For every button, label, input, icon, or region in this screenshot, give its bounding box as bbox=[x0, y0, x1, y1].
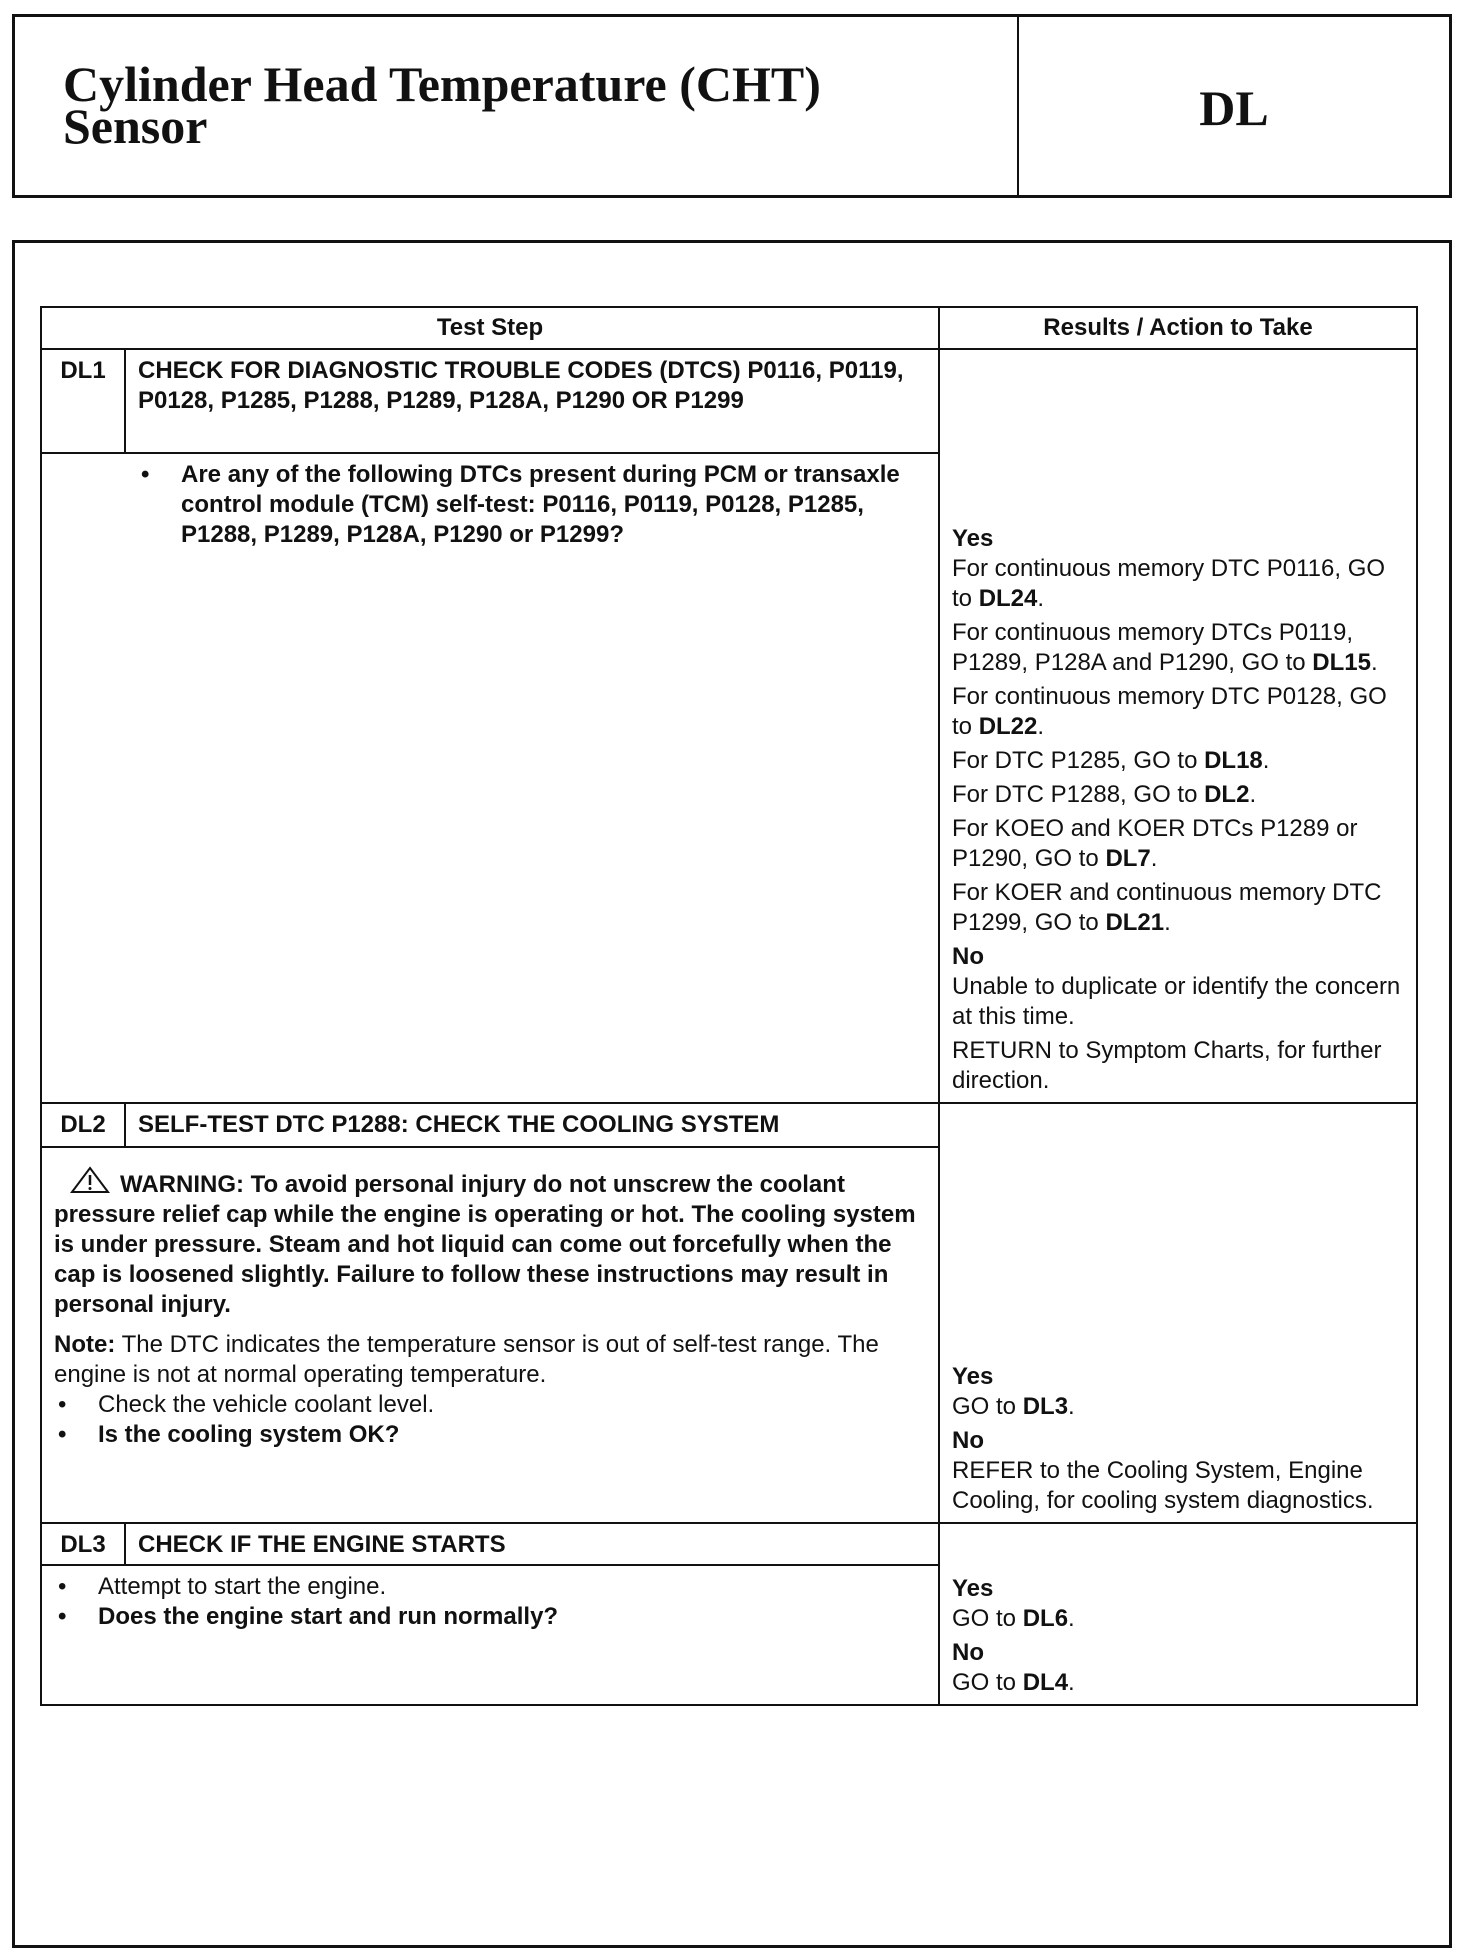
result-line: RETURN to Symptom Charts, for further direction. bbox=[952, 1037, 1382, 1094]
step-ref: DL6 bbox=[1022, 1605, 1069, 1632]
note-label: Note: bbox=[54, 1331, 116, 1358]
bullet-item: • Attempt to start the engine. bbox=[58, 1573, 387, 1600]
yes-label: Yes bbox=[952, 1363, 994, 1390]
table-header-row bbox=[41, 307, 1417, 349]
test-step-table bbox=[40, 306, 1418, 1706]
result-line: For DTC P1288, GO to DL2. bbox=[952, 781, 1257, 808]
page-title bbox=[15, 17, 1019, 195]
no-label: No bbox=[952, 943, 984, 970]
result-line: GO to DL6. bbox=[952, 1605, 1075, 1632]
step-ref: DL18 bbox=[1204, 747, 1263, 774]
step-ref: DL2 bbox=[1204, 781, 1250, 808]
bullet-item: • Are any of the following DTCs present during PCM or transaxle control module (TCM) self-test: P0116, P0119, P0128, P1285, P1288, P1289, P128A, P1290 or P1299? bbox=[141, 461, 900, 548]
title-line-1: Cylinder Head Temperature (CHT) bbox=[63, 56, 821, 112]
yes-label: Yes bbox=[952, 1575, 994, 1602]
no-label: No bbox=[952, 1427, 984, 1454]
step-dl3-title-row bbox=[41, 1523, 1417, 1565]
step-title-dl2: SELF-TEST DTC P1288: CHECK THE COOLING SYSTEM bbox=[125, 1103, 939, 1147]
col-header-test-step: Test Step bbox=[41, 307, 939, 349]
col-header-results: Results / Action to Take bbox=[939, 307, 1417, 349]
step-body-dl1 bbox=[125, 453, 939, 1103]
step-ref: DL21 bbox=[1105, 909, 1165, 936]
results-dl1 bbox=[939, 349, 1417, 1103]
result-line: For KOEO and KOER DTCs P1289 or P1290, GO to DL7. bbox=[952, 815, 1358, 872]
bullet-item: • Is the cooling system OK? bbox=[58, 1421, 400, 1448]
step-title-dl3: CHECK IF THE ENGINE STARTS bbox=[125, 1523, 939, 1565]
results-dl2 bbox=[939, 1103, 1417, 1523]
step-id-dl2: DL2 bbox=[41, 1103, 125, 1147]
step-ref: DL15 bbox=[1312, 649, 1371, 676]
results-dl3 bbox=[939, 1523, 1417, 1705]
result-line: For DTC P1285, GO to DL18. bbox=[952, 747, 1270, 774]
warning-text: WARNING: To avoid personal injury do not unscrew the coolant pressure relief cap while the engine is operating or hot. The cooling system is under pressure. Steam and hot liquid can come out forcefully when the cap is loosened slightly. Failure to follow these instructions may result in personal injury. bbox=[54, 1166, 928, 1320]
step-id-dl3: DL3 bbox=[41, 1523, 125, 1565]
step-body-dl2 bbox=[41, 1147, 939, 1523]
step-dl2-title-row bbox=[41, 1103, 1417, 1147]
bullet-item: • Does the engine start and run normally? bbox=[58, 1603, 559, 1630]
step-title-dl1: CHECK FOR DIAGNOSTIC TROUBLE CODES (DTCS) P0116, P0119, P0128, P1285, P1288, P1289, P128A, P1290 OR P1299 bbox=[125, 349, 939, 453]
warning-triangle-icon bbox=[70, 1166, 110, 1194]
step-id-spacer bbox=[41, 453, 125, 1103]
note-text: Note: The DTC indicates the temperature sensor is out of self-test range. The engine is not at normal operating temperature. bbox=[54, 1331, 879, 1388]
step-ref: DL22 bbox=[978, 713, 1038, 740]
result-line: For continuous memory DTCs P0119, P1289, P128A and P1290, GO to DL15. bbox=[952, 619, 1378, 676]
result-line: GO to DL3. bbox=[952, 1393, 1075, 1420]
result-line: REFER to the Cooling System, Engine Cooling, for cooling system diagnostics. bbox=[952, 1457, 1374, 1514]
step-ref: DL7 bbox=[1105, 845, 1151, 872]
result-line: For continuous memory DTC P0128, GO to DL22. bbox=[952, 683, 1387, 740]
step-dl1-title-row bbox=[41, 349, 1417, 453]
section-code: DL bbox=[1199, 80, 1269, 136]
step-id-dl1: DL1 bbox=[41, 349, 125, 453]
result-line: Unable to duplicate or identify the concern at this time. bbox=[952, 973, 1401, 1030]
step-ref: DL3 bbox=[1022, 1393, 1069, 1420]
title-block bbox=[12, 14, 1452, 198]
no-label: No bbox=[952, 1639, 984, 1666]
result-line: GO to DL4. bbox=[952, 1669, 1075, 1696]
step-ref: DL4 bbox=[1022, 1669, 1069, 1696]
bullet-item: • Check the vehicle coolant level. bbox=[58, 1391, 435, 1418]
step-body-dl3 bbox=[41, 1565, 939, 1705]
result-line: For continuous memory DTC P0116, GO to DL24. bbox=[952, 555, 1386, 612]
result-line: For KOER and continuous memory DTC P1299, GO to DL21. bbox=[952, 879, 1382, 936]
yes-label: Yes bbox=[952, 525, 994, 552]
step-ref: DL24 bbox=[978, 585, 1038, 612]
title-line-2: Sensor bbox=[63, 98, 208, 154]
